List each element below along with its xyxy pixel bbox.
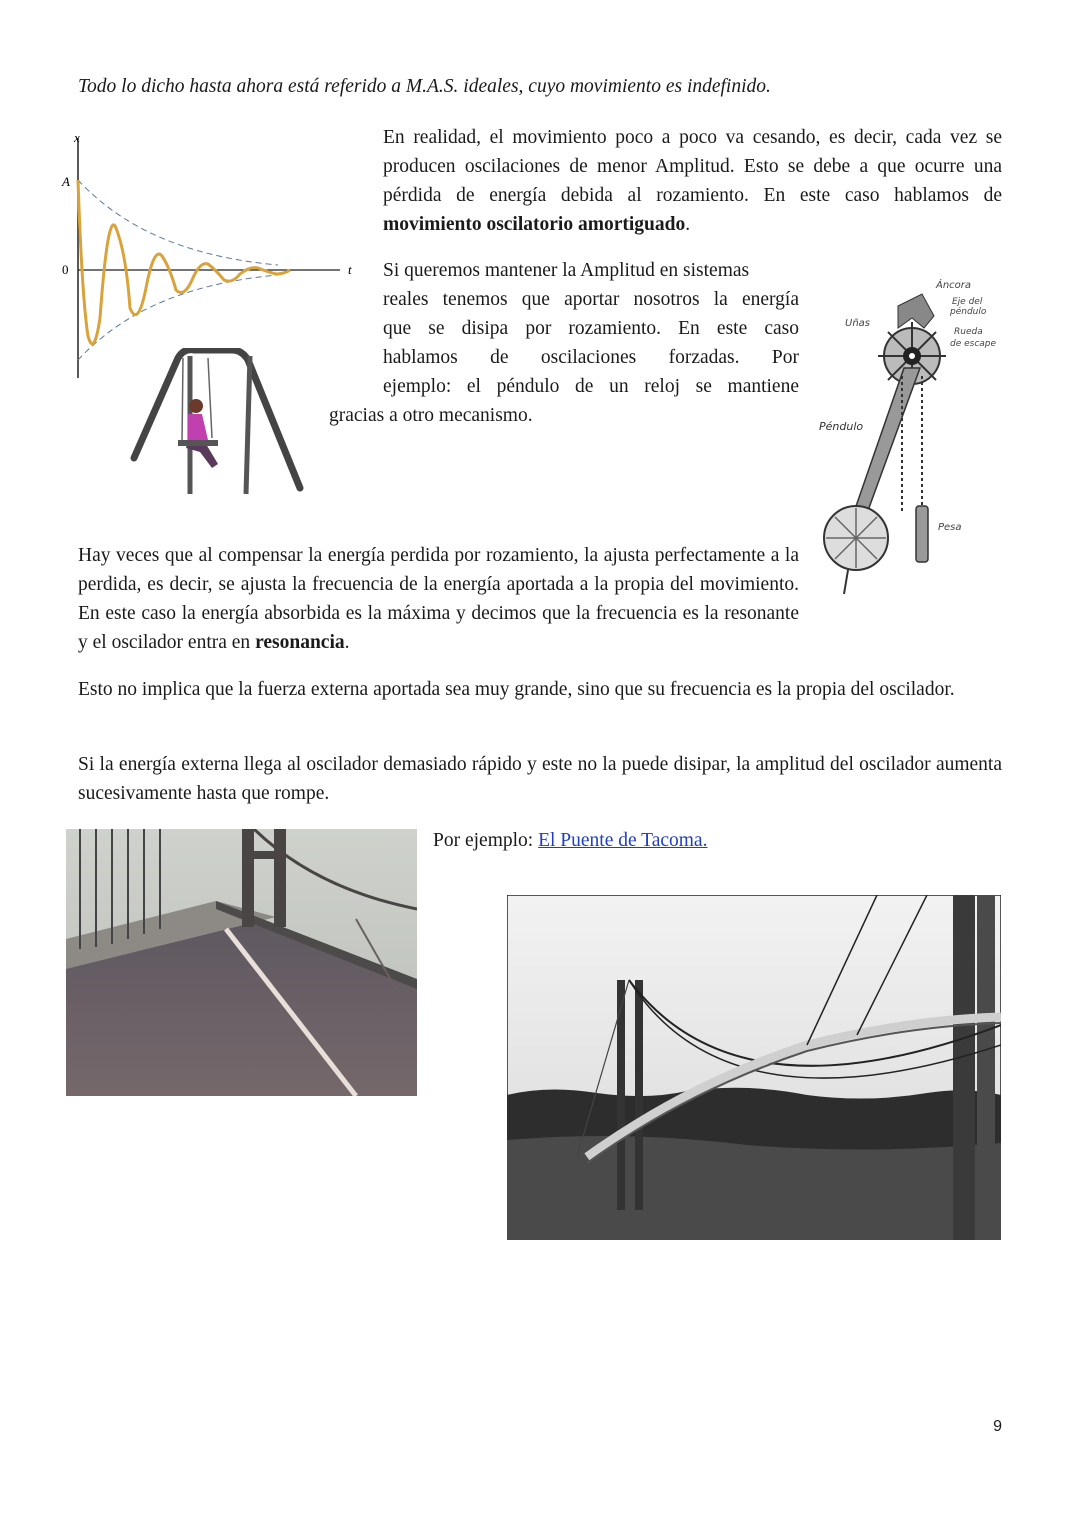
term-damped: movimiento oscilatorio amortiguado bbox=[383, 214, 686, 235]
paragraph-forced bbox=[383, 256, 799, 401]
clock-escapement-illustration bbox=[812, 276, 1012, 601]
paragraph-resonance-end: . bbox=[344, 632, 350, 653]
label-ancora: Áncora bbox=[936, 280, 972, 291]
forced-line-1: Si queremos mantener la Amplitud en sistemas bbox=[383, 260, 750, 281]
label-unas: Uñas bbox=[845, 318, 870, 329]
label-rueda-1: Rueda bbox=[954, 327, 983, 337]
forced-line-5: ejemplo: el péndulo de un reloj se mantiene bbox=[383, 376, 799, 397]
paragraph-damped-text: En realidad, el movimiento poco a poco va cesando, es decir, cada vez se producen oscilaciones de menor Amplitud. Esto se debe a que ocurre una pérdida de energía debida al rozamiento. En este caso hablamos de bbox=[383, 127, 1002, 206]
pendulum-rod bbox=[854, 368, 920, 516]
swing-illustration bbox=[128, 348, 313, 498]
tacoma-bridge-link[interactable]: El Puente de Tacoma. bbox=[538, 830, 708, 851]
forced-line-4: hablamos de oscilaciones forzadas. Por bbox=[383, 347, 799, 368]
intro-text: Todo lo dicho hasta ahora está referido a M.A.S. ideales, cuyo movimiento es indefinido. bbox=[78, 76, 771, 97]
label-eje-1: Eje del bbox=[952, 297, 983, 307]
paragraph-resonance bbox=[78, 541, 799, 657]
page-number: 9 bbox=[993, 1418, 1002, 1435]
damped-wave-curve bbox=[78, 180, 290, 344]
damped-oscillation-graph bbox=[58, 128, 358, 383]
paragraph-damped-end: . bbox=[685, 214, 691, 235]
example-line bbox=[433, 826, 707, 855]
graph-amplitude-label: A bbox=[62, 174, 70, 189]
forced-line-3: que se disipa por rozamiento. En este caso bbox=[383, 318, 799, 339]
bridge-collapse-photo bbox=[507, 895, 1001, 1240]
graph-y-label: x bbox=[74, 130, 80, 145]
paragraph-external-force: Esto no implica que la fuerza externa aportada sea muy grande, sino que su frecuencia es la propia del oscilador. bbox=[78, 679, 955, 700]
paragraph-energy-excess: Si la energía externa llega al oscilador demasiado rápido y este no la puede disipar, la amplitud del oscilador aumenta sucesivamente hasta que rompe. bbox=[78, 754, 1002, 804]
label-pendulo: Péndulo bbox=[819, 420, 864, 433]
paragraph-resonance-text: Hay veces que al compensar la energía perdida por rozamiento, la ajusta perfectamente a la perdida, es decir, se ajusta la frecuencia de la energía aportada a la propia del movimiento. En este caso la energía absorbida es la máxima y decimos que la frecuencia es la resonante y el oscilador entra en bbox=[78, 545, 799, 653]
child-head bbox=[189, 399, 203, 413]
label-eje-2: péndulo bbox=[950, 307, 987, 317]
label-rueda-2: de escape bbox=[950, 339, 997, 349]
forced-line-2: reales tenemos que aportar nosotros la energía bbox=[383, 289, 799, 310]
child-body bbox=[188, 414, 208, 442]
upper-envelope bbox=[78, 180, 278, 265]
label-pesa: Pesa bbox=[938, 522, 962, 533]
paragraph-damped bbox=[383, 123, 1002, 239]
weight bbox=[916, 506, 928, 562]
forced-last-line: gracias a otro mecanismo. bbox=[329, 405, 533, 426]
bridge-deck-photo bbox=[66, 829, 417, 1096]
swing-seat bbox=[178, 440, 218, 446]
example-prefix: Por ejemplo: bbox=[433, 830, 539, 851]
graph-t-label: t bbox=[348, 262, 352, 277]
term-resonance: resonancia bbox=[255, 632, 345, 653]
graph-zero-label: 0 bbox=[62, 262, 69, 277]
